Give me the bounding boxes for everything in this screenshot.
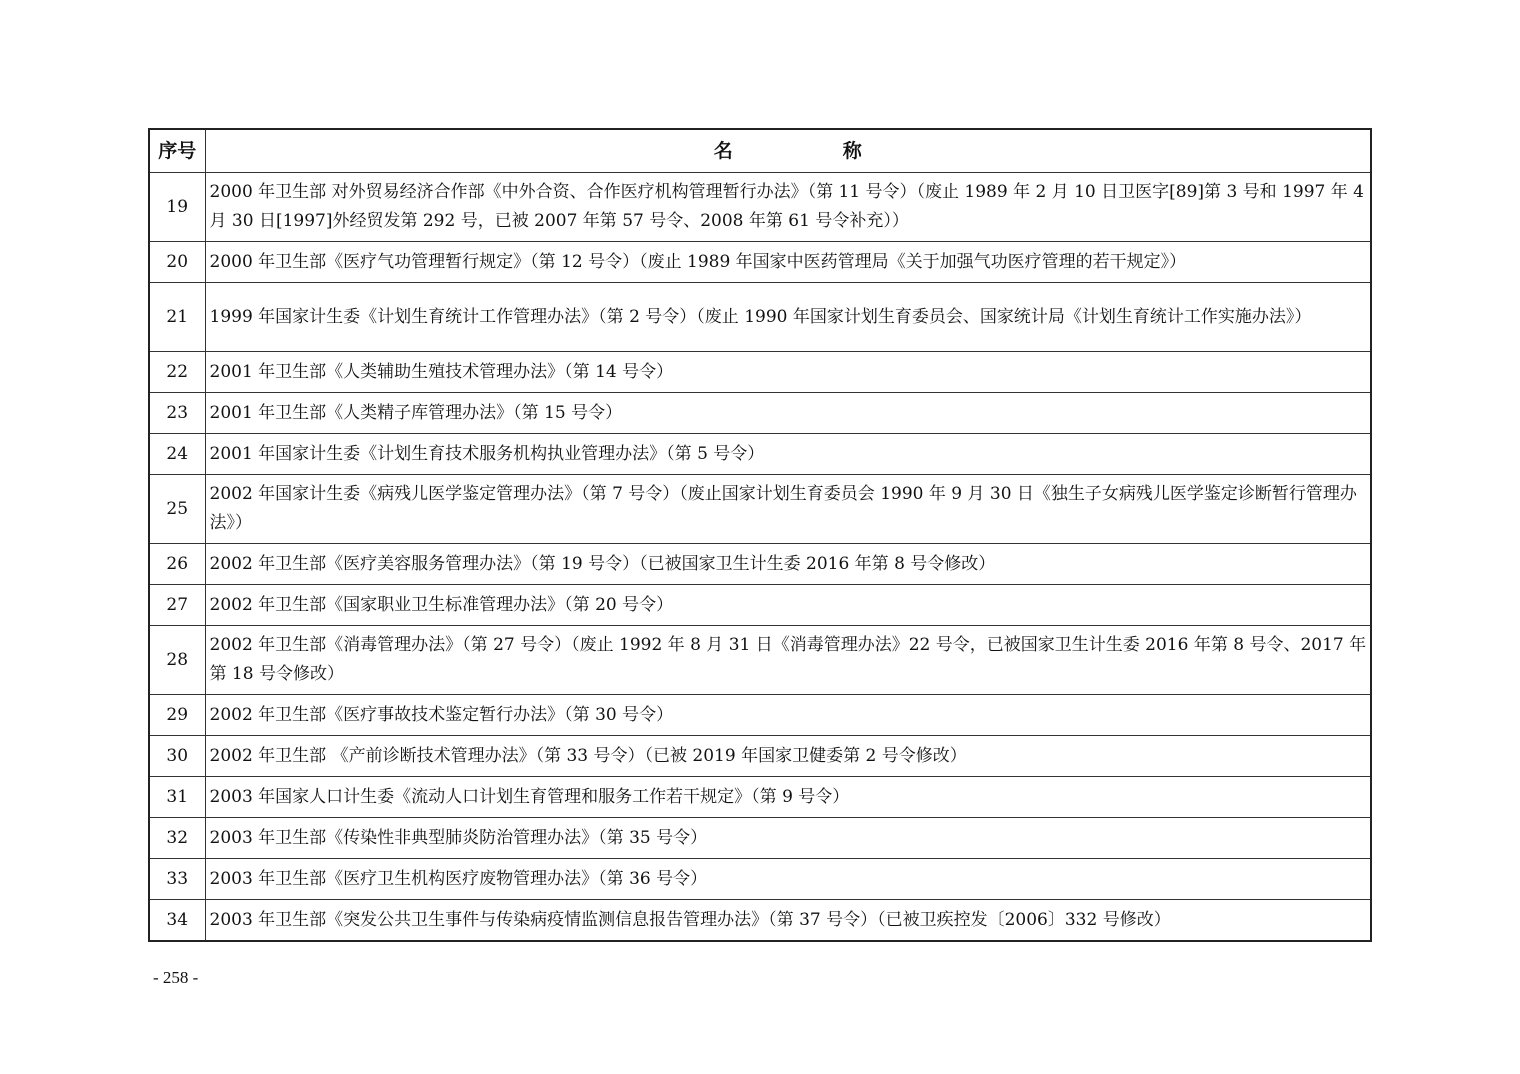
row-name: 2000 年卫生部《医疗气功管理暂行规定》（第 12 号令）（废止 1989 年国家中医药管理局《关于加强气功医疗管理的若干规定》）	[205, 242, 1371, 283]
row-number: 19	[149, 173, 205, 242]
row-name: 2002 年卫生部《医疗美容服务管理办法》（第 19 号令）（已被国家卫生计生委 2016 年第 8 号令修改）	[205, 544, 1371, 585]
row-name: 2000 年卫生部 对外贸易经济合作部《中外合资、合作医疗机构管理暂行办法》（第 11 号令）（废止 1989 年 2 月 10 日卫医字[89]第 3 号和 1997 年 4 月 30 日[1997]外经贸发第 292 号，已被 2007 年第 57 号令、2008 年第 61 号令补充））	[205, 173, 1371, 242]
header-name-part1: 名	[713, 139, 733, 162]
regulations-table	[148, 128, 1372, 942]
row-number: 24	[149, 434, 205, 475]
table-row	[149, 434, 1371, 475]
table-row	[149, 544, 1371, 585]
row-number: 23	[149, 393, 205, 434]
header-name	[205, 129, 1371, 173]
row-number: 34	[149, 900, 205, 942]
table-row	[149, 818, 1371, 859]
table-row	[149, 777, 1371, 818]
row-name: 2001 年卫生部《人类精子库管理办法》（第 15 号令）	[205, 393, 1371, 434]
table-row	[149, 900, 1371, 942]
row-number: 33	[149, 859, 205, 900]
row-name: 2003 年卫生部《突发公共卫生事件与传染病疫情监测信息报告管理办法》（第 37 号令）（已被卫疾控发〔2006〕332 号修改）	[205, 900, 1371, 942]
table-row	[149, 585, 1371, 626]
row-number: 21	[149, 283, 205, 352]
row-name: 2002 年卫生部《消毒管理办法》（第 27 号令）（废止 1992 年 8 月 31 日《消毒管理办法》22 号令，已被国家卫生计生委 2016 年第 8 号令、2017 年第 18 号令修改）	[205, 626, 1371, 695]
table-row	[149, 283, 1371, 352]
table-header-row	[149, 129, 1371, 173]
row-number: 20	[149, 242, 205, 283]
table-row	[149, 173, 1371, 242]
row-name: 2002 年卫生部《医疗事故技术鉴定暂行办法》（第 30 号令）	[205, 695, 1371, 736]
table-row	[149, 242, 1371, 283]
table-row	[149, 352, 1371, 393]
row-number: 32	[149, 818, 205, 859]
row-number: 31	[149, 777, 205, 818]
row-name: 2003 年国家人口计生委《流动人口计划生育管理和服务工作若干规定》（第 9 号令）	[205, 777, 1371, 818]
row-name: 2002 年卫生部《国家职业卫生标准管理办法》（第 20 号令）	[205, 585, 1371, 626]
row-number: 29	[149, 695, 205, 736]
row-name: 2003 年卫生部《传染性非典型肺炎防治管理办法》（第 35 号令）	[205, 818, 1371, 859]
header-name-part2: 称	[842, 139, 862, 162]
table-row	[149, 626, 1371, 695]
row-number: 28	[149, 626, 205, 695]
page-number: - 258 -	[153, 968, 199, 987]
table-row	[149, 859, 1371, 900]
row-name: 1999 年国家计生委《计划生育统计工作管理办法》（第 2 号令）（废止 1990 年国家计划生育委员会、国家统计局《计划生育统计工作实施办法》）	[205, 283, 1371, 352]
row-name: 2003 年卫生部《医疗卫生机构医疗废物管理办法》（第 36 号令）	[205, 859, 1371, 900]
row-name: 2001 年国家计生委《计划生育技术服务机构执业管理办法》（第 5 号令）	[205, 434, 1371, 475]
row-number: 27	[149, 585, 205, 626]
table-row	[149, 695, 1371, 736]
row-name: 2002 年国家计生委《病残儿医学鉴定管理办法》（第 7 号令）（废止国家计划生育委员会 1990 年 9 月 30 日《独生子女病残儿医学鉴定诊断暂行管理办法》）	[205, 475, 1371, 544]
row-name: 2002 年卫生部 《产前诊断技术管理办法》（第 33 号令）（已被 2019 年国家卫健委第 2 号令修改）	[205, 736, 1371, 777]
row-number: 25	[149, 475, 205, 544]
table-row	[149, 475, 1371, 544]
row-number: 30	[149, 736, 205, 777]
header-serial-number: 序号	[149, 129, 205, 173]
table-row	[149, 393, 1371, 434]
row-name: 2001 年卫生部《人类辅助生殖技术管理办法》（第 14 号令）	[205, 352, 1371, 393]
row-number: 26	[149, 544, 205, 585]
table-row	[149, 736, 1371, 777]
row-number: 22	[149, 352, 205, 393]
